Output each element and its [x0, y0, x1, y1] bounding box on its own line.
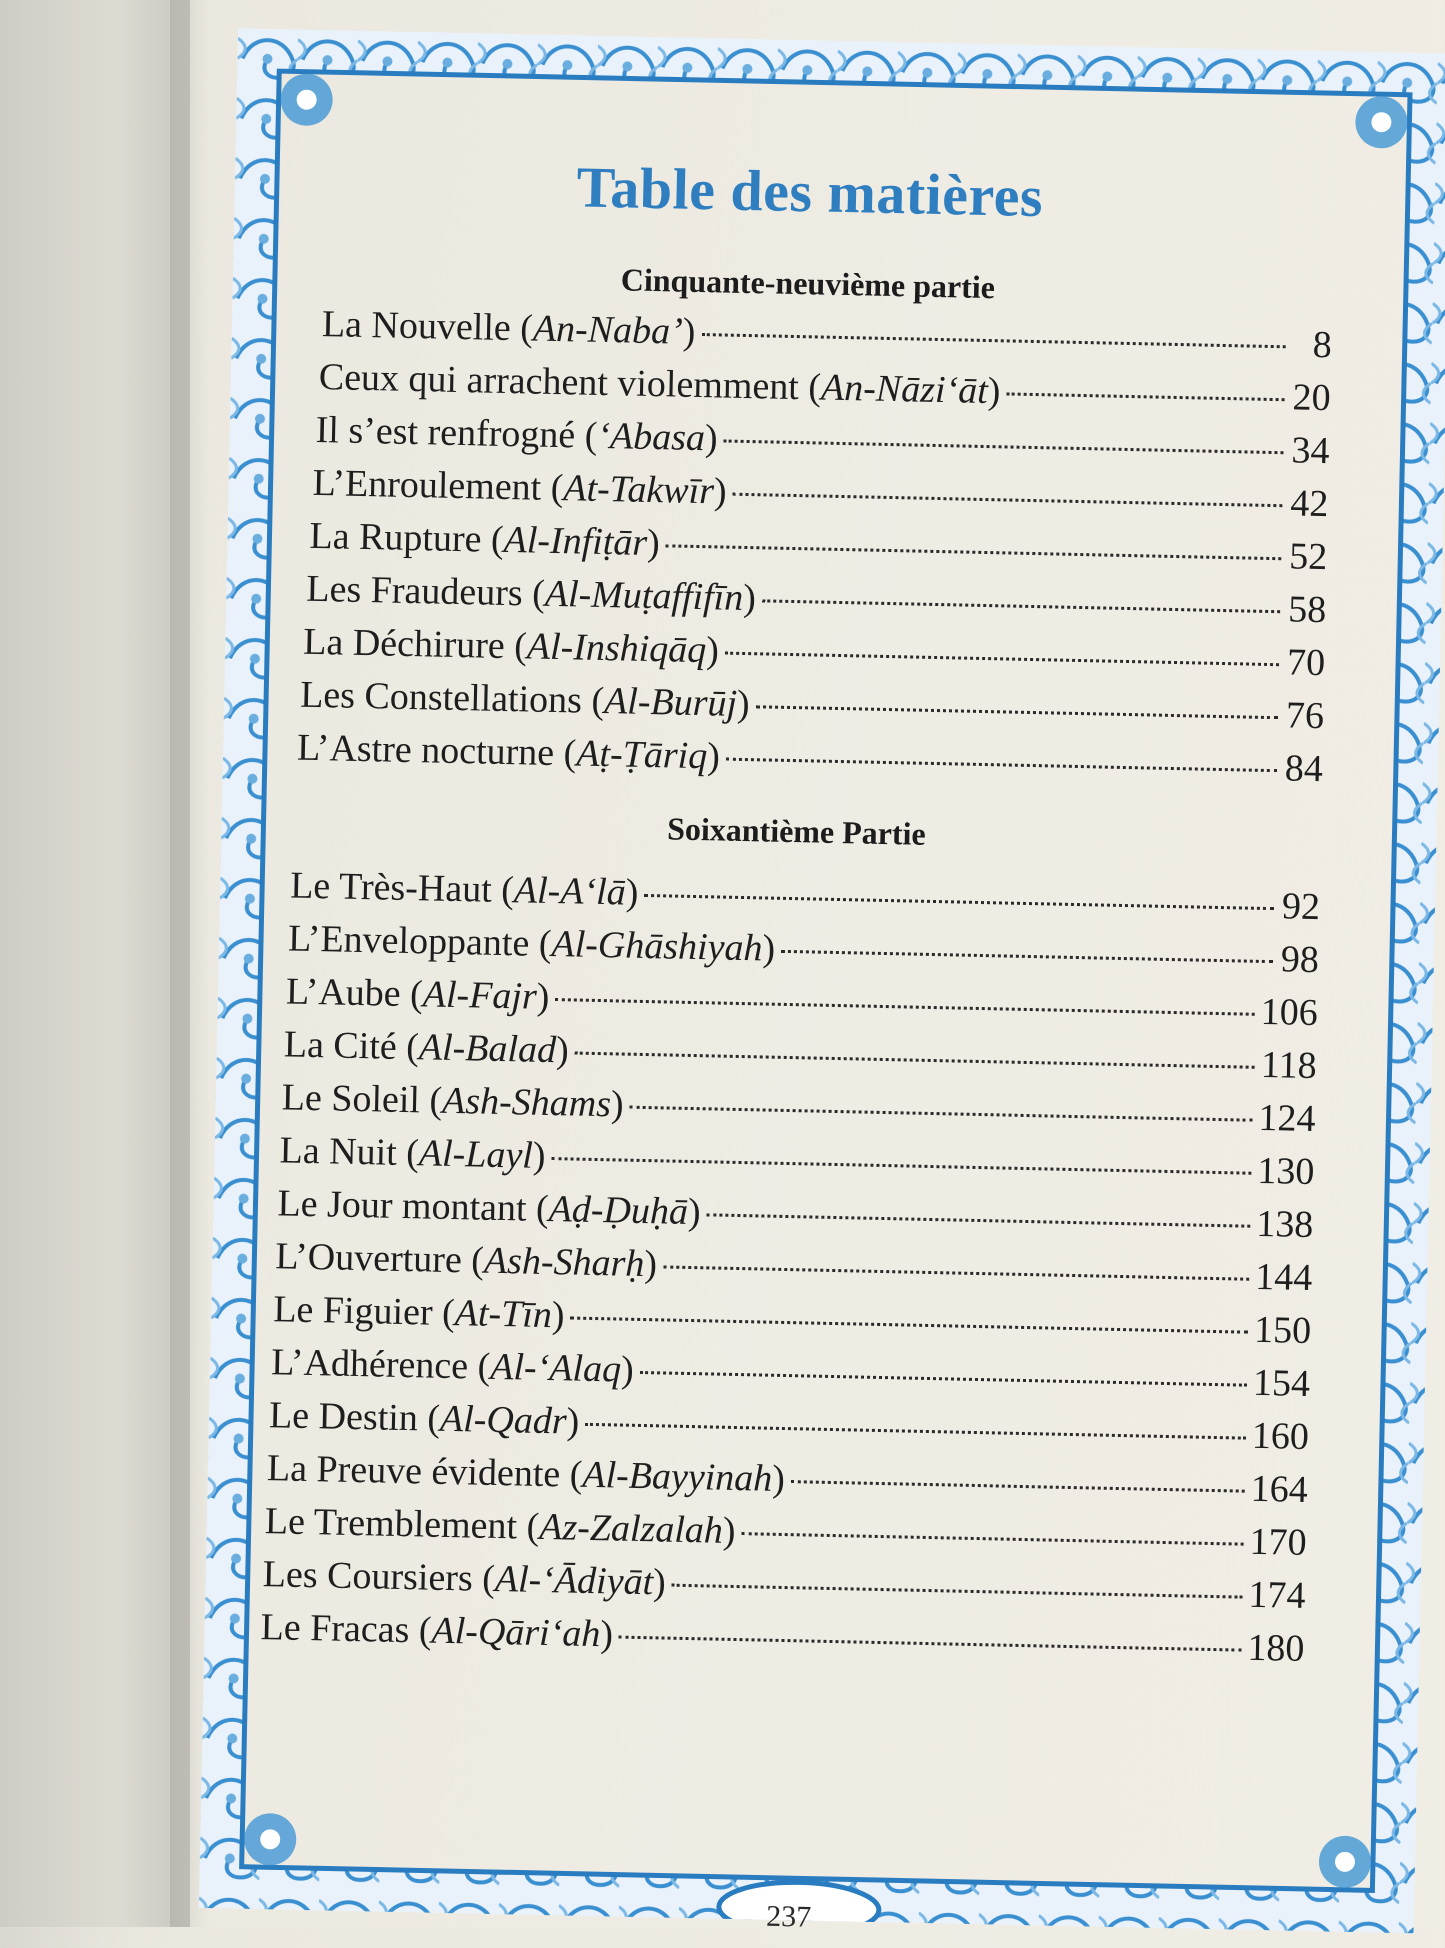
dot-leader [570, 1316, 1248, 1333]
dot-leader [733, 493, 1283, 508]
toc-entry-label: L’Adhérence [270, 1341, 469, 1388]
toc-entry-label: Les Coursiers [262, 1553, 474, 1600]
toc-entry-label: Les Constellations [299, 673, 583, 722]
toc-entry-page: 124 [1258, 1096, 1316, 1141]
dot-leader [585, 1423, 1246, 1440]
toc-entry-transliteration: Ash-Shams [441, 1079, 612, 1126]
toc-entry-transliteration: Al-Infiṭār [503, 518, 648, 564]
toc-entry-page: 52 [1288, 535, 1328, 579]
toc-entry-transliteration: Al-Muṭaffifīn [544, 572, 744, 619]
toc-entry-page: 106 [1260, 990, 1319, 1035]
toc-entry-label: La Nuit [279, 1129, 398, 1174]
dot-leader [672, 1584, 1243, 1599]
toc-entry-transliteration: Ash-Sharḥ [483, 1239, 645, 1286]
toc-entry-page: 70 [1286, 641, 1326, 685]
toc-entry-page: 130 [1256, 1149, 1315, 1194]
toc-entry-title: L’Enveloppante (Al-Ghāshiyah) [287, 917, 776, 970]
dot-leader [619, 1636, 1241, 1652]
toc-entry-title: La Nuit (Al-Layl) [279, 1129, 546, 1177]
toc-entry-title: Les Coursiers (Al-‘Ādiyāt) [262, 1553, 667, 1604]
toc-entry-label: Le Tremblement [264, 1500, 518, 1548]
dot-leader [666, 544, 1282, 560]
dot-leader [741, 1532, 1243, 1546]
toc-entry-title: Le Figuier (At-Tīn) [272, 1288, 565, 1337]
dot-leader [781, 950, 1273, 963]
toc-entry-title: Le Fracas (Al-Qāri‘ah) [260, 1606, 614, 1656]
toc-entry-page: 180 [1247, 1626, 1305, 1670]
toc-entry-transliteration: An-Naba’ [532, 307, 684, 353]
page-number: 237 [765, 1899, 812, 1934]
toc-entry-label: Le Soleil [281, 1076, 421, 1122]
toc-entry-label: La Nouvelle [321, 303, 512, 350]
toc-entry-page: 76 [1285, 694, 1325, 738]
dot-leader [575, 1052, 1255, 1069]
toc-entry-page: 154 [1252, 1361, 1311, 1405]
dot-leader [1006, 392, 1284, 401]
dot-leader [640, 1371, 1247, 1387]
toc-entry-label: Le Figuier [272, 1288, 434, 1334]
toc-entry-transliteration: Al-‘Ādiyāt [494, 1557, 654, 1604]
toc-entry-label: La Rupture [309, 514, 482, 561]
toc-entry-label: Le Très-Haut [289, 864, 493, 911]
toc-entry-page: 170 [1249, 1520, 1308, 1564]
toc-entry-transliteration: Aṭ-Ṭāriq [575, 732, 708, 778]
toc-entry-label: L’Enveloppante [287, 917, 530, 965]
toc-entry-title: L’Ouverture (Ash-Sharḥ) [274, 1235, 658, 1286]
toc-entry-transliteration: Al-Fajr [422, 973, 538, 1018]
toc-entry-transliteration: Aḍ-Ḍuḥā [548, 1188, 689, 1233]
toc-entry-title: L’Adhérence (Al-‘Alaq) [270, 1341, 635, 1391]
toc-entry-label: Il s’est renfrogné [315, 408, 576, 457]
book-page [169, 0, 1445, 1940]
toc-entry-page: 174 [1248, 1573, 1306, 1617]
toc-entry-transliteration: Al-A‘lā [513, 869, 627, 914]
toc-entry-label: Les Fraudeurs [305, 567, 524, 615]
toc-entry-page: 138 [1255, 1202, 1314, 1247]
toc-entry-label: L’Aube [285, 970, 402, 1015]
toc-section [273, 297, 1333, 796]
dot-leader [663, 1265, 1249, 1280]
toc-entry-title: Le Très-Haut (Al-A‘lā) [289, 864, 639, 914]
toc-entry-title: Le Tremblement (Az-Zalzalah) [264, 1500, 736, 1552]
toc-entry-title: La Déchirure (Al-Inshiqāq) [302, 620, 720, 672]
dot-leader [726, 758, 1277, 773]
toc-entry-page: 98 [1280, 938, 1320, 982]
toc-entry-transliteration: Az-Zalzalah [538, 1505, 724, 1552]
toc-entry-transliteration: Al-Ghāshiyah [551, 923, 763, 970]
dot-leader [644, 894, 1274, 910]
dot-leader [551, 1157, 1251, 1175]
dot-leader [725, 652, 1279, 667]
toc-entry-title: Les Fraudeurs (Al-Muṭaffifīn) [305, 567, 757, 620]
table-of-contents [254, 89, 1337, 1676]
toc-entry-transliteration: Al-Qāri‘ah [431, 1609, 601, 1656]
toc-entry-page: 84 [1284, 747, 1324, 791]
toc-entry-transliteration: At-Takwīr [562, 467, 715, 513]
dot-leader [791, 1480, 1245, 1493]
toc-entry-transliteration: Al-Inshiqāq [526, 625, 707, 672]
toc-entry-page: 34 [1291, 429, 1330, 473]
section-heading: Cinquante-neuvième partie [620, 261, 996, 306]
toc-entry-label: Le Destin [268, 1394, 419, 1440]
toc-entry-page: 144 [1254, 1255, 1313, 1300]
toc-entry-label: L’Ouverture [274, 1235, 463, 1282]
section-heading: Soixantième Partie [666, 810, 927, 852]
dot-leader [701, 333, 1285, 348]
toc-entry-transliteration: Al-Balad [418, 1026, 557, 1072]
toc-entry-page: 150 [1253, 1308, 1312, 1353]
page-title: Table des matières [575, 154, 1044, 230]
toc-entry-title: La Preuve évidente (Al-Bayyinah) [266, 1447, 786, 1501]
toc-entry-page: 42 [1289, 482, 1329, 526]
toc-entry-page: 118 [1260, 1043, 1318, 1088]
toc-entry-title: Les Constellations (Al-Burūj) [299, 673, 751, 726]
toc-entry-label: Le Fracas [260, 1606, 410, 1652]
toc-entry-transliteration: At-Tīn [454, 1292, 553, 1337]
toc-entry-label: Le Jour montant [277, 1182, 527, 1230]
toc-entry-page: 92 [1281, 885, 1321, 929]
toc-entry-transliteration: Al-Bayyinah [581, 1453, 773, 1500]
toc-entry-title: La Cité (Al-Balad) [283, 1023, 570, 1072]
dot-leader [555, 998, 1254, 1016]
toc-entry-transliteration: Al-Layl [418, 1132, 534, 1177]
dot-leader [724, 440, 1284, 455]
dot-leader [756, 705, 1278, 719]
toc-entry-title: L’Aube (Al-Fajr) [285, 970, 550, 1018]
toc-entry-title: L’Enroulement (At-Takwīr) [312, 461, 728, 513]
toc-entry-title: Il s’est renfrogné (‘Abasa) [315, 408, 719, 460]
toc-entry-label: La Cité [283, 1023, 398, 1068]
toc-entry-title: Le Destin (Al-Qadr) [268, 1394, 580, 1443]
toc-entry-title: Le Soleil (Ash-Shams) [281, 1076, 625, 1126]
toc-entry-transliteration: ‘Abasa [596, 414, 706, 460]
toc-entry-label: L’Astre nocturne [296, 726, 555, 775]
dot-leader [707, 1213, 1251, 1227]
toc-section [254, 859, 1320, 1676]
toc-entry-title: L’Astre nocturne (Aṭ-Ṭāriq) [296, 726, 721, 778]
facing-page [0, 0, 190, 1927]
toc-entry-transliteration: Al-‘Alaq [489, 1345, 622, 1391]
toc-entry-title: Ceux qui arrachent violemment (An-Nāzi‘āt) [318, 356, 1001, 413]
toc-entry-transliteration: An-Nāzi‘āt [820, 366, 989, 413]
toc-entry-label: L’Enroulement [312, 461, 542, 509]
toc-entry-label: La Déchirure [302, 620, 506, 667]
toc-entry-page: 160 [1251, 1414, 1310, 1458]
toc-entry-page: 20 [1292, 376, 1332, 420]
toc-entry-page: 8 [1312, 323, 1333, 367]
toc-entry-title: La Rupture (Al-Infiṭār) [309, 514, 661, 565]
dot-leader [762, 599, 1280, 613]
toc-entry-label: La Preuve évidente [266, 1447, 561, 1496]
toc-entry-label: Ceux qui arrachent violemment [318, 356, 800, 409]
dot-leader [630, 1106, 1253, 1122]
toc-entry-title: Le Jour montant (Aḍ-Ḍuḥā) [277, 1182, 702, 1234]
toc-entry-title: La Nouvelle (An-Naba’) [321, 303, 696, 353]
toc-entry-transliteration: Al-Burūj [603, 680, 738, 725]
toc-entry-transliteration: Al-Qadr [439, 1397, 568, 1443]
toc-entry-page: 58 [1287, 588, 1327, 632]
toc-entry-page: 164 [1250, 1467, 1309, 1511]
